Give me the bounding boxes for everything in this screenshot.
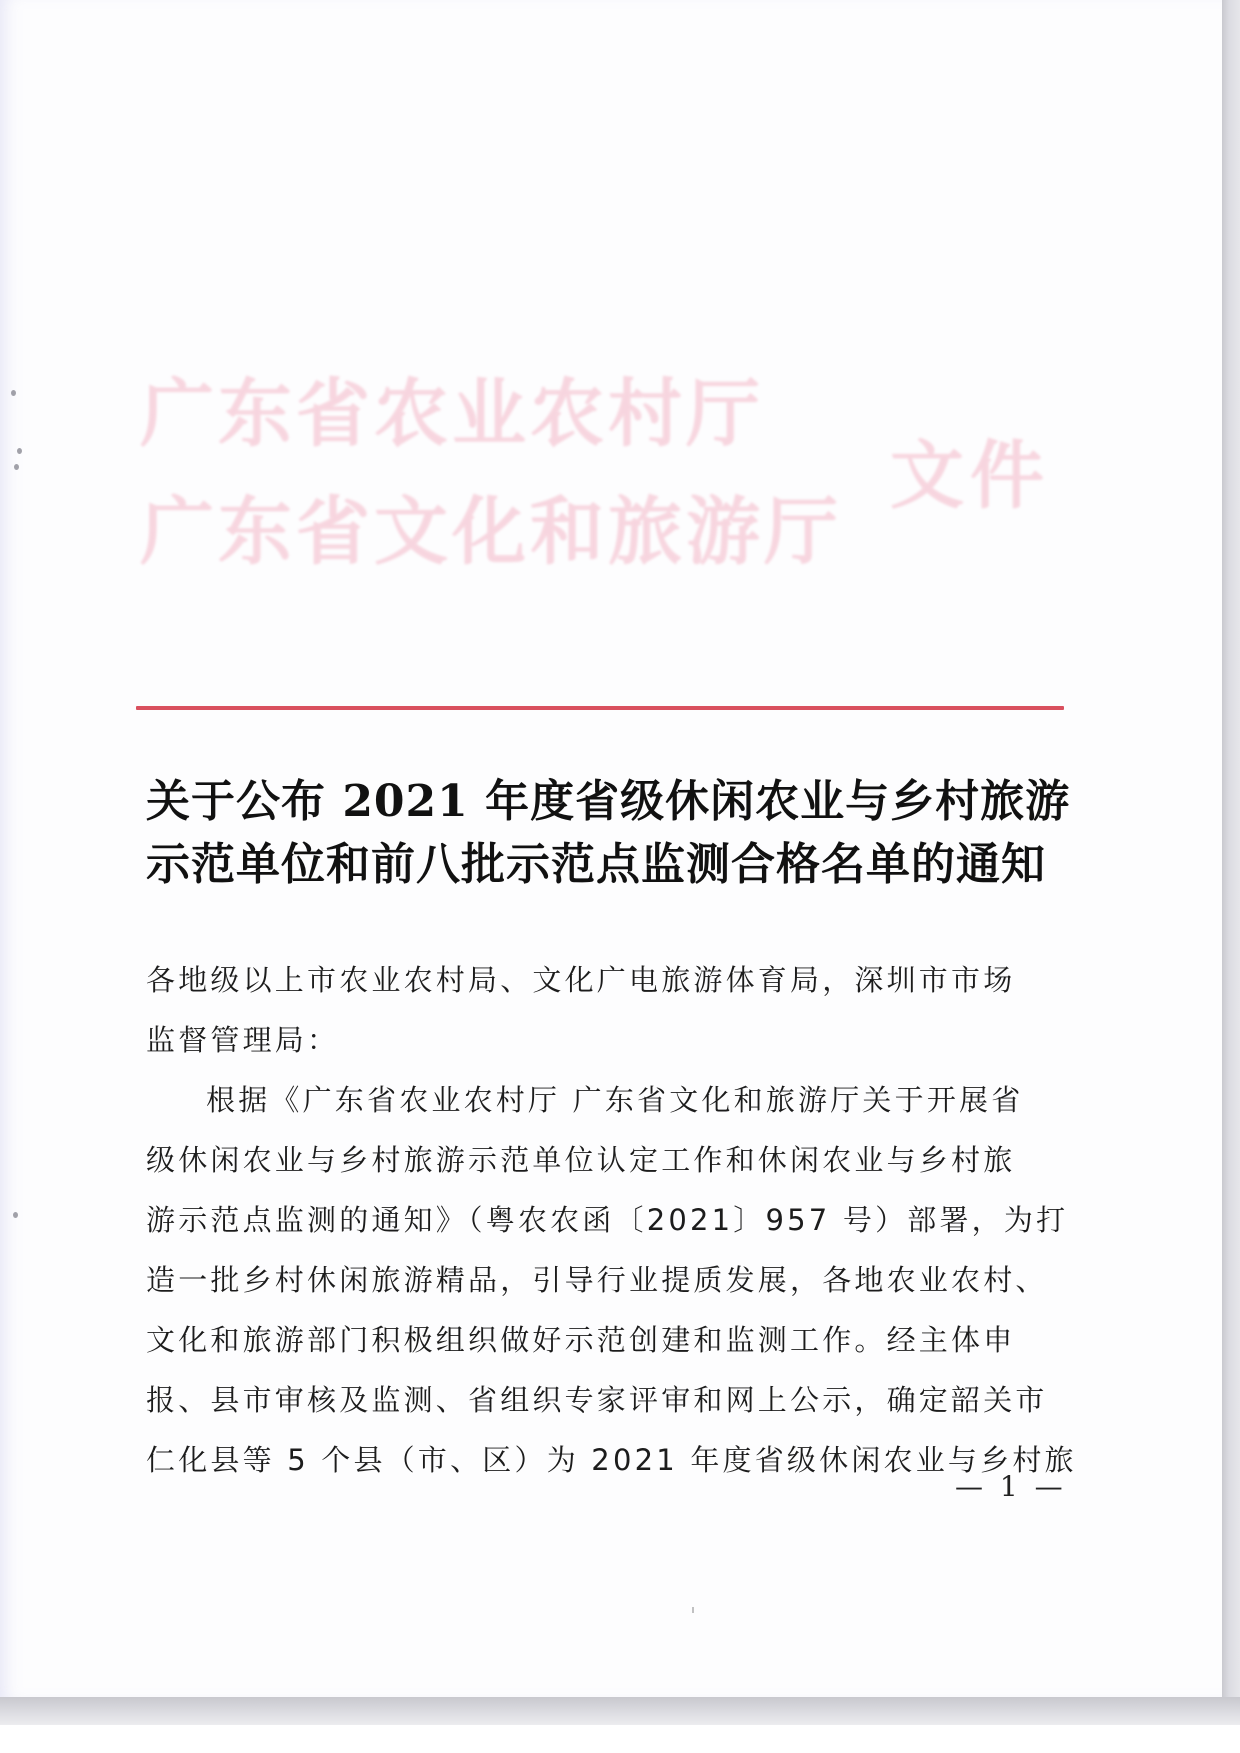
title-line-2: 示范单位和前八批示范点监测合格名单的通知 [146,839,1046,890]
masthead-issuer-culture-tourism: 广东省文化和旅游厅 [140,489,842,575]
body-paragraph-line: 文化和旅游部门积极组织做好示范创建和监测工作。经主体申 [146,1323,1016,1357]
addressee-line-2: 监督管理局： [146,1023,340,1057]
binding-hole-mark [11,390,16,396]
masthead-document-label: 文件 [890,433,1050,519]
title-line-1: 关于公布 2021 年度省级休闲农业与乡村旅游 [146,776,1071,827]
binding-hole-mark [14,464,19,470]
masthead-issuer-agriculture: 广东省农业农村厅 [140,371,764,457]
body-paragraph-line: 游示范点监测的通知》（粤农农函〔2021〕957 号）部署，为打 [146,1203,1069,1237]
red-header-rule [136,706,1064,710]
binding-hole-mark [17,448,22,454]
scan-edge-right [1222,0,1240,1725]
body-paragraph-line: 级休闲农业与乡村旅游示范单位认定工作和休闲农业与乡村旅 [146,1143,1016,1177]
document-body [146,950,1076,1490]
scan-edge-bottom [0,1697,1240,1725]
body-paragraph-line: 造一批乡村休闲旅游精品，引导行业提质发展，各地农业农村、 [146,1263,1048,1297]
body-paragraph-line: 仁化县等 5 个县（市、区）为 2021 年度省级休闲农业与乡村旅 [146,1443,1077,1477]
document-masthead [140,355,1080,575]
body-paragraph-line: 根据《广东省农业农村厅 广东省文化和旅游厅关于开展省 [206,1083,1024,1117]
binding-hole-mark [13,1212,18,1218]
page-number: — 1 — [955,1470,1067,1503]
addressee-line-1: 各地级以上市农业农村局、文化广电旅游体育局，深圳市市场 [146,963,1016,997]
document-title [146,770,1086,896]
scan-speck [692,1607,694,1613]
body-paragraph-line: 报、县市审核及监测、省组织专家评审和网上公示，确定韶关市 [146,1383,1048,1417]
